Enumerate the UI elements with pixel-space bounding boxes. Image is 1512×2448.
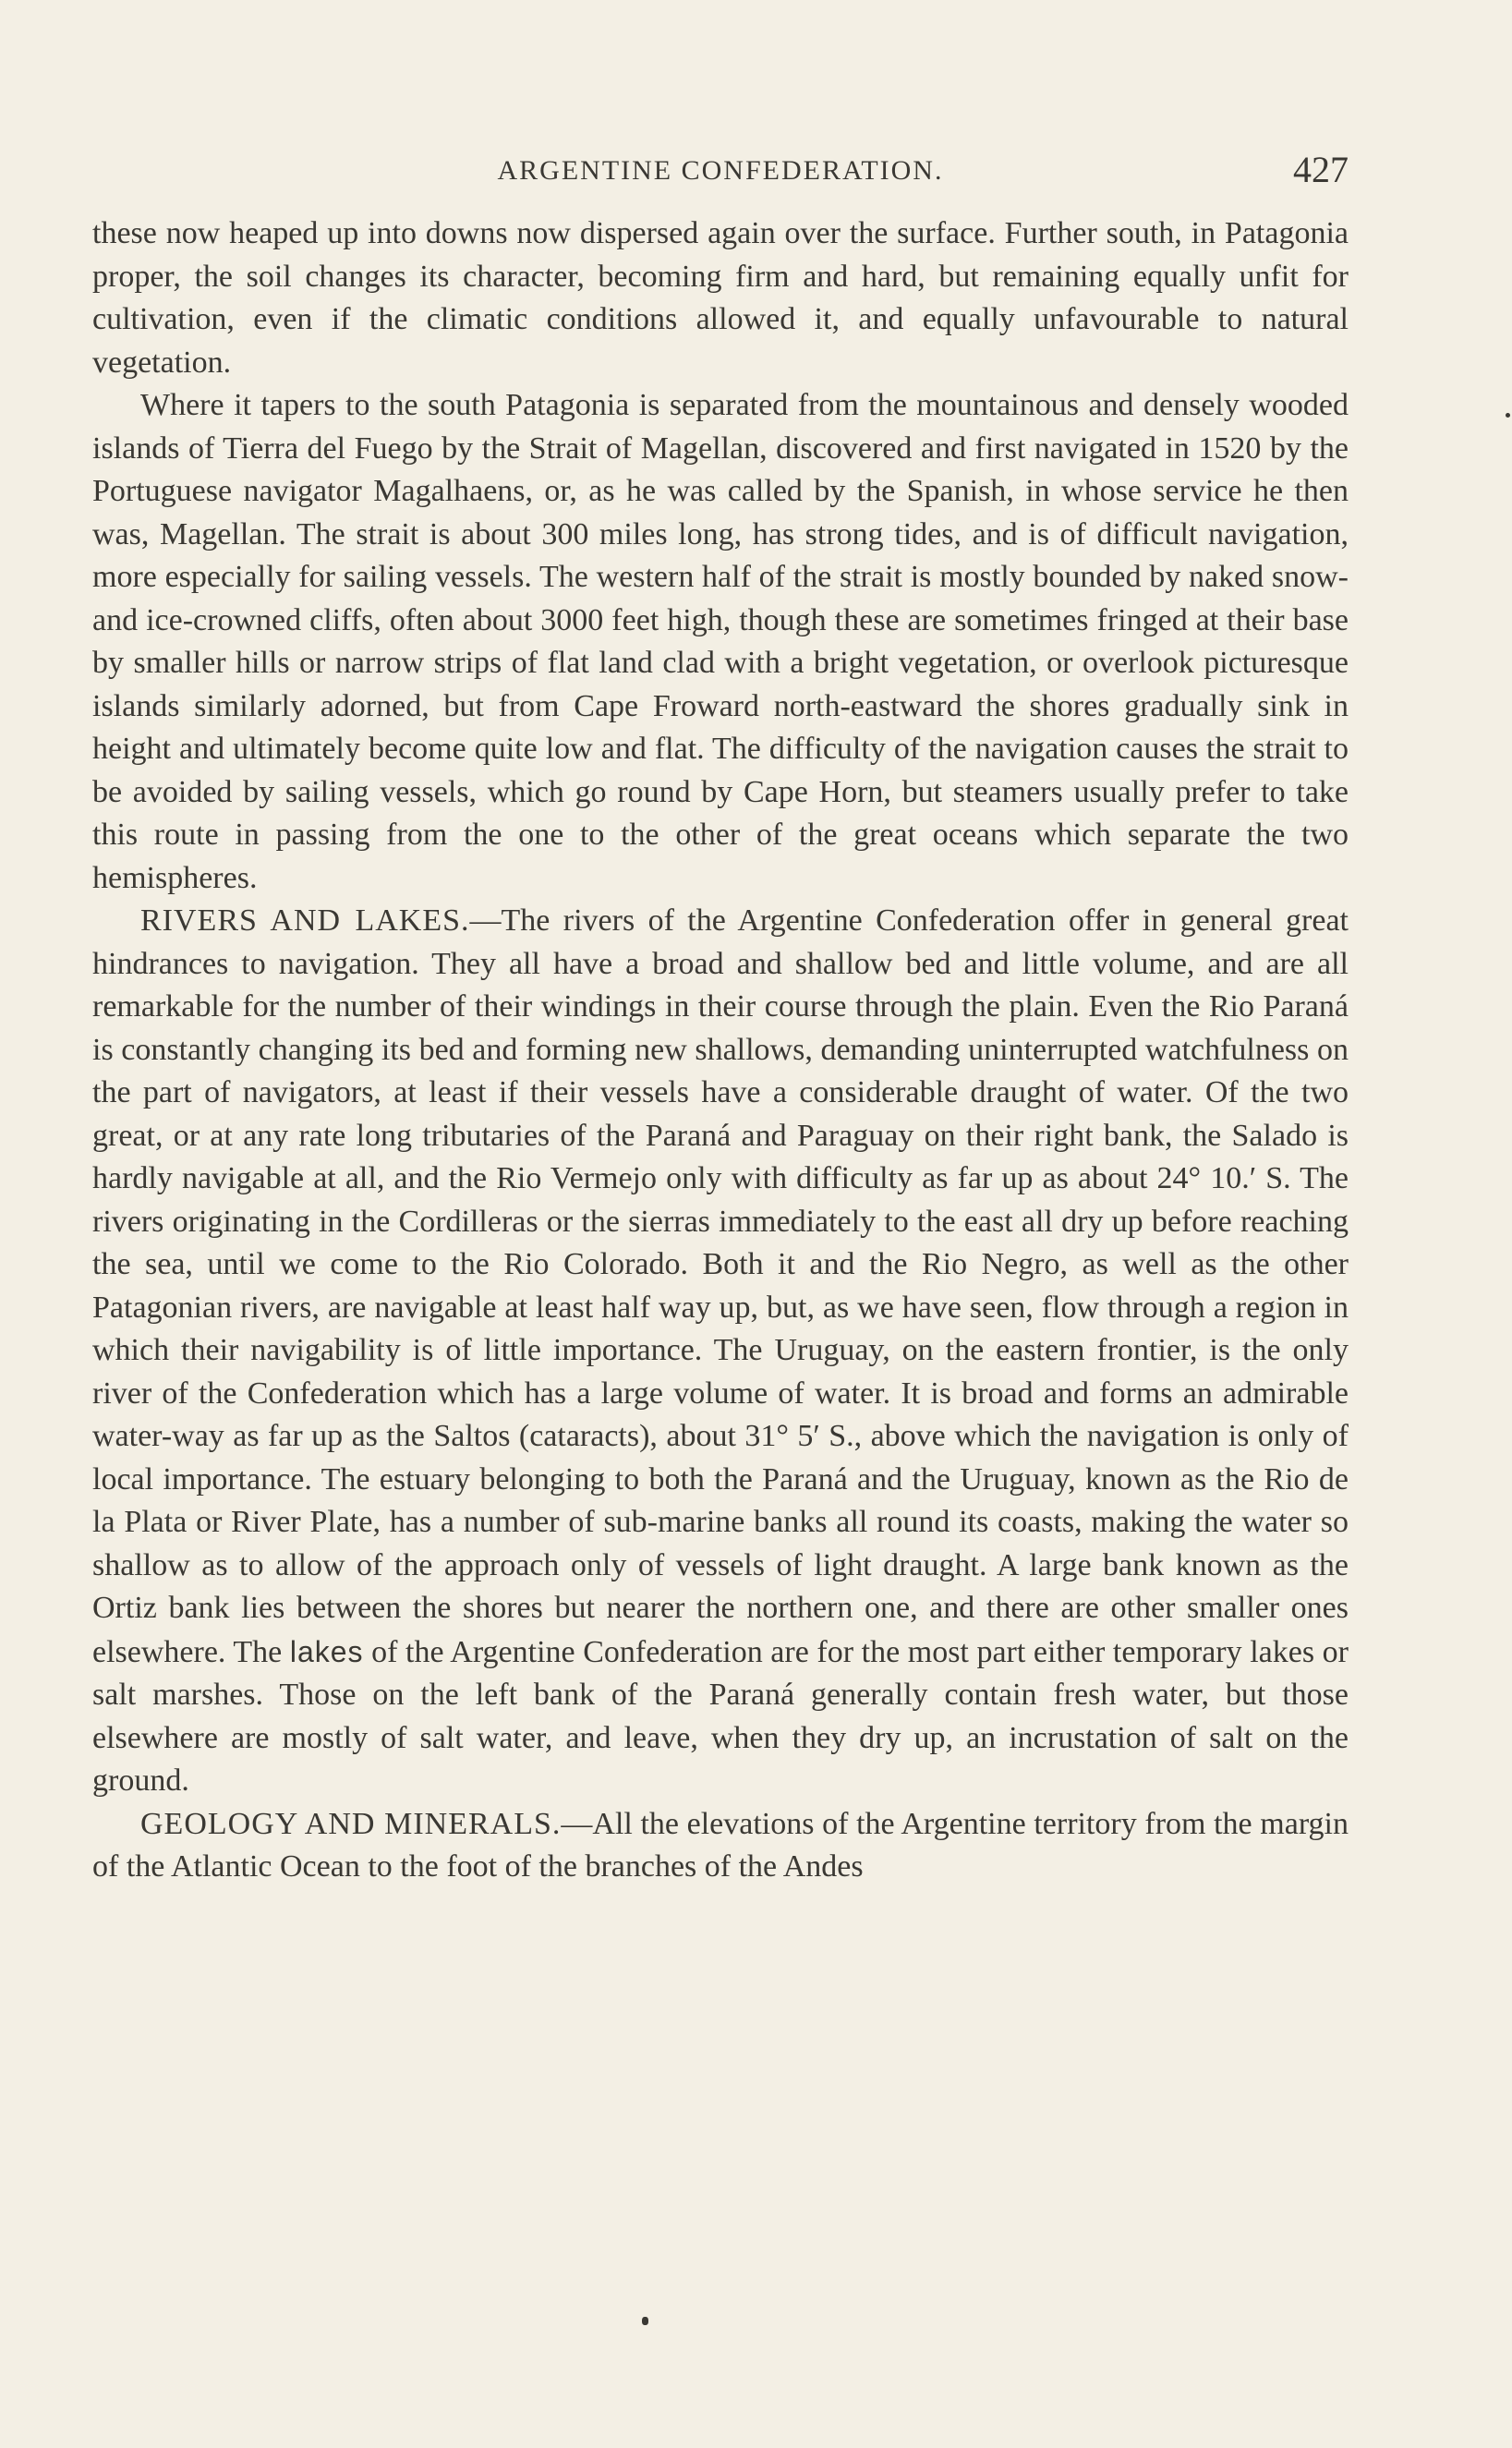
footer-speck xyxy=(642,2317,648,2325)
rivers-text-part-2: of the Argentine Confederation are for the most part either temporary lakes or salt marshes. Those on the left bank of the Paraná generally contain fresh water, but those elsewhere are mostly of salt water, and leave, when they dry up, an incrustation of salt on the ground. xyxy=(92,1634,1349,1798)
paragraph-rivers-and-lakes xyxy=(92,900,1349,1803)
section-heading-geology-and-minerals: GEOLOGY AND MINERALS. xyxy=(140,1806,562,1841)
body-text xyxy=(92,212,1349,1889)
paragraph-geology-and-minerals xyxy=(92,1803,1349,1889)
rivers-text-part-1: —The rivers of the Argentine Confederation offer in general great hindrances to navigation. They all have a broad and shallow bed and little volume, and are all remarkable for the number of their windings in their course through the plain. Even the Rio Paraná is constantly changing its bed and forming new shallows, demanding uninterrupted watchfulness on the part of navigators, at least if their vessels have a considerable draught of water. Of the two great, or at any rate long tributaries of the Paraná and Paraguay on their right bank, the Salado is hardly navigable at all, and the Rio Vermejo only with difficulty as far up as about 24° 10.′ S. The rivers originating in the Cordilleras or the sierras immediately to the east all dry up before reaching the sea, until we come to the Rio Colorado. Both it and the Rio Negro, as well as the other Patagonian rivers, are navigable at least half way up, but, as we have seen, flow through a region in which their navigability is of little importance. The Uruguay, on the eastern frontier, is the only river of the Confederation which has a large volume of water. It is broad and forms an admirable water-way as far up as the Saltos (cataracts), about 31° 5′ S., above which the navigation is only of local importance. The estuary belonging to both the Paraná and the Uruguay, known as the Rio de la Plata or River Plate, has a number of sub-marine banks all round its coasts, making the water so shallow as to allow of the approach only of vessels of light draught. A large bank known as the Ortiz bank lies between the shores but nearer the northern one, and there are other smaller ones elsewhere. The xyxy=(92,903,1349,1669)
running-title: ARGENTINE CONFEDERATION. xyxy=(497,155,944,186)
margin-speck xyxy=(1506,413,1510,418)
section-heading-rivers-and-lakes: RIVERS AND LAKES. xyxy=(140,903,470,938)
geology-text: —All the elevations of the Argentine territory from the margin of the Atlantic Ocean to the foot of the branches of the Andes xyxy=(92,1806,1349,1884)
lakes-emphasis: lakes xyxy=(289,1634,364,1668)
running-head xyxy=(92,148,1349,194)
paragraph-continuation: these now heaped up into downs now dispersed again over the surface. Further south, in Patagonia proper, the soil changes its character, becoming firm and hard, but remaining equally unfit for cultivation, even if the climatic conditions allowed it, and equally unfavourable to natural vegetation. xyxy=(92,216,1349,380)
paragraph-strait-of-magellan: Where it tapers to the south Patagonia is separated from the mountainous and densely wooded islands of Tierra del Fuego by the Strait of Magellan, discovered and first navigated in 1520 by the Portuguese navigator Magalhaens, or, as he was called by the Spanish, in whose service he then was, Magellan. The strait is about 300 miles long, has strong tides, and is of difficult navigation, more especially for sailing vessels. The western half of the strait is mostly bounded by naked snow- and ice-crowned cliffs, often about 3000 feet high, though these are sometimes fringed at their base by smaller hills or narrow strips of flat land clad with a bright vegetation, or overlook picturesque islands similarly adorned, but from Cape Froward north-eastward the shores gradually sink in height and ultimately become quite low and flat. The difficulty of the navigation causes the strait to be avoided by sailing vessels, which go round by Cape Horn, but steamers usually prefer to take this route in passing from the one to the other of the great oceans which separate the two hemispheres. xyxy=(92,388,1349,895)
page-number: 427 xyxy=(1293,149,1349,190)
